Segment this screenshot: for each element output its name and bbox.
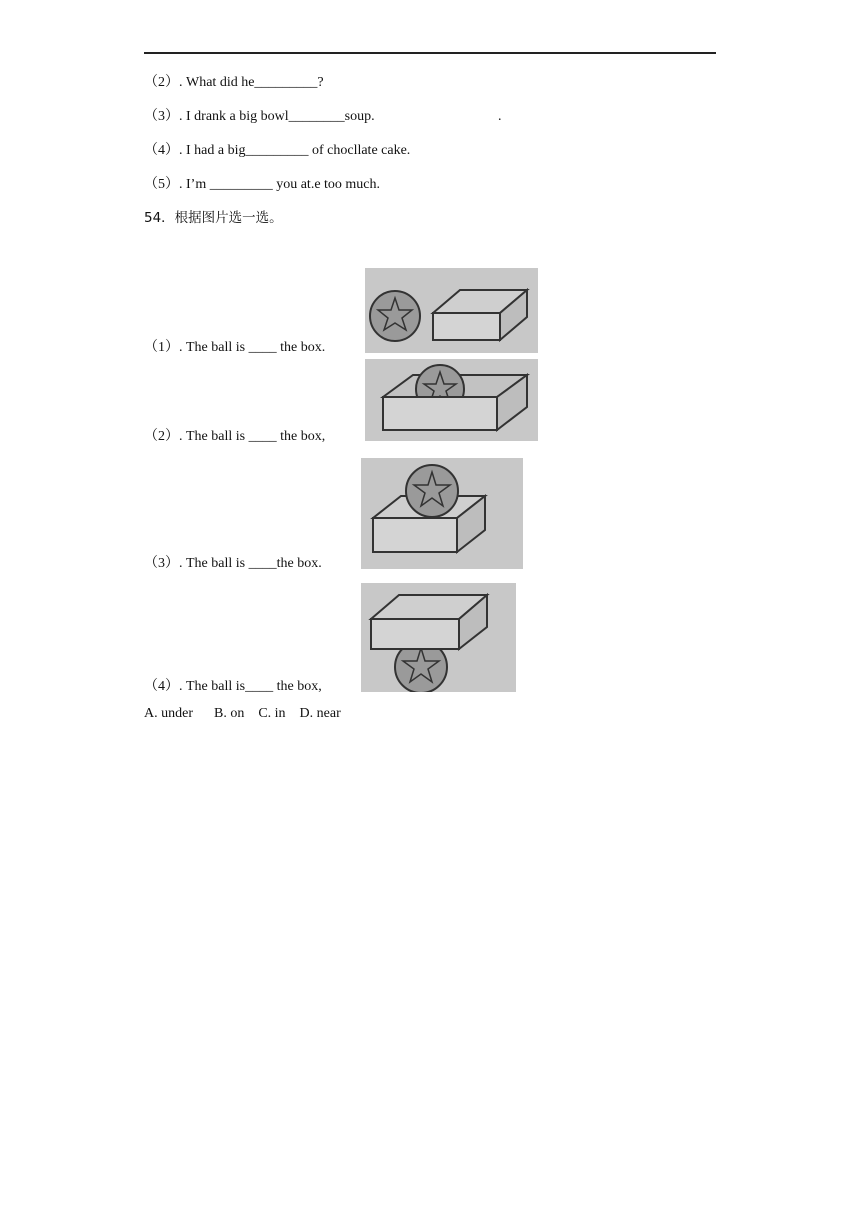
header-rule [144, 52, 716, 54]
ball-in-box-image [365, 359, 538, 441]
q54-item-1: （1）. The ball is ____ the box. [144, 340, 326, 355]
q53-item-2: （2）. What did he_________? [144, 75, 324, 90]
q53-item-3-trailing: . [498, 109, 502, 124]
q54-item-3: （3）. The ball is ____the box. [144, 556, 322, 571]
ball-under-box-image [361, 583, 516, 692]
q53-item-3: （3）. I drank a big bowl________soup. [144, 109, 375, 124]
q54-item-4: （4）. The ball is____ the box, [144, 679, 322, 694]
q54-item-2: （2）. The ball is ____ the box, [144, 429, 326, 444]
answer-options: A. under B. on C. in D. near [144, 706, 341, 721]
q53-item-4: （4）. I had a big_________ of chocllate cake. [144, 143, 411, 158]
ball-on-box-image [361, 458, 523, 569]
q54-title: 54．根据图片选一选。 [144, 210, 283, 226]
ball-near-box-image [365, 268, 538, 353]
q53-item-5: （5）. I’m _________ you at.e too much. [144, 177, 381, 192]
